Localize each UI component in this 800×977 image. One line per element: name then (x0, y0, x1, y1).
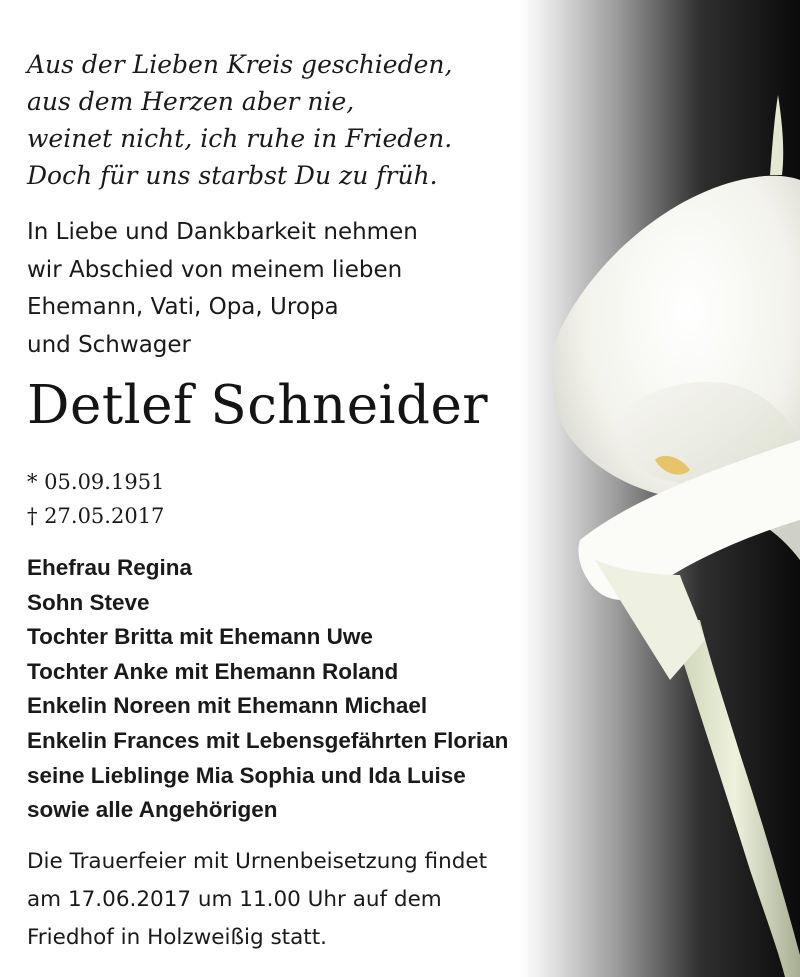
life-dates (27, 465, 164, 533)
intro-line: und Schwager (27, 331, 191, 358)
intro-line: In Liebe und Dankbarkeit nehmen (27, 219, 418, 245)
notice-text (27, 0, 587, 977)
death-date: † 27.05.2017 (27, 504, 165, 528)
funeral-service-info (27, 843, 487, 957)
birth-date: * 05.09.1951 (27, 470, 165, 494)
service-line: Friedhof in Holzweißig statt. (27, 925, 327, 950)
mourner-entry: seine Lieblinge Mia Sophia und Ida Luise (27, 762, 466, 788)
deceased-name: Detlef Schneider (27, 375, 489, 436)
poem-line: weinet nicht, ich ruhe in Frieden. (27, 124, 453, 153)
memorial-poem (27, 46, 452, 194)
spathe-tip (770, 95, 783, 175)
mourner-entry: Enkelin Frances mit Lebensgefährten Florian (27, 727, 509, 753)
mourner-entry: sowie alle Angehörigen (27, 797, 278, 823)
poem-line: Aus der Lieben Kreis geschieden, (27, 50, 453, 79)
farewell-intro (27, 214, 418, 364)
intro-line: Ehemann, Vati, Opa, Uropa (27, 294, 339, 320)
mourner-entry: Sohn Steve (27, 589, 150, 615)
mourner-entry: Ehefrau Regina (27, 555, 193, 580)
mourner-entry: Tochter Anke mit Ehemann Roland (27, 658, 399, 684)
mourners-list (27, 551, 508, 828)
poem-line: aus dem Herzen aber nie, (27, 87, 355, 116)
mourner-entry: Enkelin Noreen mit Ehemann Michael (27, 693, 428, 719)
service-line: am 17.06.2017 um 11.00 Uhr auf dem (27, 887, 442, 912)
service-line: Die Trauerfeier mit Urnenbeisetzung findet (27, 849, 488, 874)
flower-stem (670, 620, 800, 977)
intro-line: wir Abschied von meinem lieben (27, 256, 403, 283)
mourner-entry: Tochter Britta mit Ehemann Uwe (27, 624, 373, 650)
poem-line: Doch für uns starbst Du zu früh. (27, 161, 438, 190)
